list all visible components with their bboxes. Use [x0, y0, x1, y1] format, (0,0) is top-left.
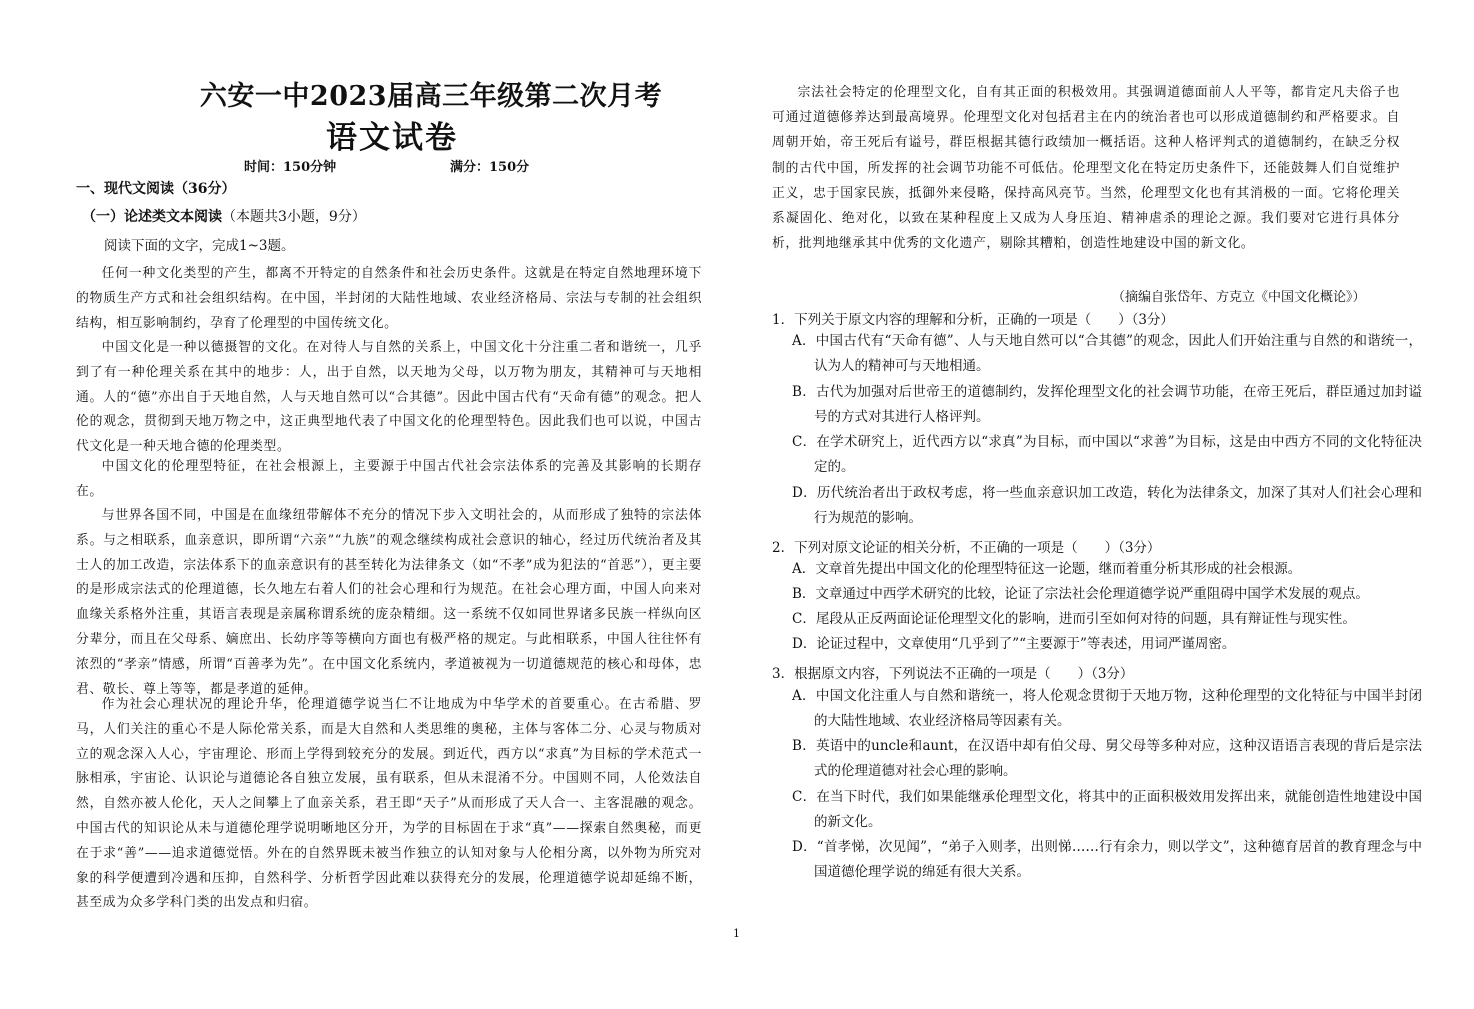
article-paragraph-5: 作为社会心理状况的理论升华，伦理道德学说当仁不让地成为中华学术的首要重心。在古希腊、罗马，人们关注的重心不是人际伦常关系，而是大自然和人类思维的奥秘，主体与客体二分、心灵与物质对立的观念深入人心，宇宙理论、形而上学得到较充分的发展。到近代，西方以“求真”为目标的学术范式一脉相承，宇宙论、认识论与道德论各自独立发展，虽有联系，但从未混淆不分。中国则不同，人伦效法自然，自然亦被人伦化，天人之间攀上了血亲关系，君王即“天子”从而形成了天人合一、主客混融的观念。中国古代的知识论从未与道德伦理学说明晰地区分开，为学的目标固在于求“真”——探索自然奥秘，而更在于求“善”——追求道德觉悟。外在的自然界既未被当作独立的认知对象与人伦相分离，以外物为所究对象的科学便遭到冷遇和压抑，自然科学、分析哲学因此难以获得充分的发展，伦理道德学说却延绵不断，甚至成为众多学科门类的出发点和归宿。 — [76, 697, 702, 911]
article-paragraph-3: 中国文化的伦理型特征，在社会根源上，主要源于中国古代社会宗法体系的完善及其影响的长期存在。 — [76, 459, 702, 499]
question-1-option-a: A．中国古代有“天命有德”、人与天地自然可以“合其德”的观念，因此人们开始注重与自然的和谐统一，认为人的精神可与天地相通。 — [792, 333, 1422, 375]
article-paragraph-6: 宗法社会特定的伦理型文化，自有其正面的积极效用。其强调道德面前人人平等，都肯定凡夫俗子也可通过道德修养达到最高境界。伦理型文化对包括君主在内的统治者也可以形成道德制约和严格要求。自周朝开始，帝王死后有谥号，群臣根据其德行政绩加一概括语。这种人格评判式的道德制约，在缺乏分权制的古代中国，所发挥的社会调节功能不可低估。伦理型文化在特定历史条件下，还能鼓舞人们自觉维护正义，忠于国家民族，抵御外来侵略，保持高风亮节。当然，伦理型文化也有其消极的一面。它将伦理关系凝固化、绝对化，以致在某种程度上又成为人身压迫、精神虐杀的理论之源。我们要对它进行具体分析，批判地继承其中优秀的文化遗产，剔除其糟粕，创造性地建设中国的新文化。 — [772, 85, 1400, 252]
question-1-option-b: B．古代为加强对后世帝王的道德制约，发挥伦理型文化的社会调节功能，在帝王死后，群臣通过加封谥号的方式对其进行人格评判。 — [792, 384, 1422, 426]
subsection-name: （一）论述类文本阅读 — [82, 209, 222, 225]
question-3-option-c: C．在当下时代，我们如果能继承伦理型文化，将其中的正面积极效用发挥出来，就能创造性地建设中国的新文化。 — [792, 789, 1422, 831]
question-1-option-d: D．历代统治者出于政权考虑，将一些血亲意识加工改造，转化为法律条文，加深了其对人们社会心理和行为规范的影响。 — [792, 485, 1422, 527]
exam-score: 满分：150分 — [450, 160, 530, 175]
question-2-option-c: C．尾段从正反两面论证伦理型文化的影响，进而引至如何对待的问题，具有辩证性与现实性。 — [792, 611, 1356, 627]
article-source: （摘编自张岱年、方克立《中国文化概论》） — [1112, 290, 1366, 305]
subsection-note: （本题共3小题，9分） — [222, 209, 366, 225]
exam-school-title: 六安一中2023届高三年级第二次月考 — [199, 81, 663, 112]
question-2-option-a: A．文章首先提出中国文化的伦理型特征这一论题，继而着重分析其形成的社会根源。 — [792, 561, 1302, 577]
question-3-option-a: A．中国文化注重人与自然和谐统一，将人伦观念贯彻于天地万物，这种伦理型的文化特征与中国半封闭的大陆性地域、农业经济格局等因素有关。 — [792, 688, 1422, 730]
question-3-stem: 3．根据原文内容，下列说法不正确的一项是（ ）（3分） — [772, 666, 1134, 682]
exam-subject-title: 语文试卷 — [326, 120, 458, 156]
question-2-option-d: D．论证过程中，文章使用“几乎到了”“主要源于”等表述，用词严谨周密。 — [792, 636, 1236, 652]
section-title: 一、现代文阅读（36分） — [76, 181, 236, 197]
article-paragraph-4: 与世界各国不同，中国是在血缘纽带解体不充分的情况下步入文明社会的，从而形成了独特的宗法体系。与之相联系，血亲意识，即所谓“六亲”“九族”的观念继续构成社会意识的轴心，经过历代统治者及其士人的加工改造，宗法体系下的血亲意识有的甚至转化为法律条文（如“不孝”成为犯法的“首恶”），更主要的是形成宗法式的伦理道德，长久地左右着人们的社会心理和行为规范。在社会心理方面，中国人向来对血缘关系格外注重，其语言表现是亲属称谓系统的庞杂精细。这一系统不仅如同世界诸多民族一样纵向区分辈分，而且在父母系、嫡庶出、长幼序等等横向方面也有极严格的规定。与此相联系，中国人往往怀有浓烈的“孝亲”情感，所谓“百善孝为先”。在中国文化系统内，孝道被视为一切道德规范的核心和母体，忠君、敬长、尊上等等，都是孝道的延伸。 — [76, 508, 702, 697]
article-paragraph-1: 任何一种文化类型的产生，都离不开特定的自然条件和社会历史条件。这就是在特定自然地理环境下的物质生产方式和社会组织结构。在中国，半封闭的大陆性地域、农业经济格局、宗法与专制的社会组织结构，相互影响制约，孕育了伦理型的中国传统文化。 — [76, 266, 702, 331]
reading-instruction: 阅读下面的文字，完成1~3题。 — [104, 238, 295, 254]
question-3-option-b: B．英语中的uncle和aunt，在汉语中却有伯父母、舅父母等多种对应，这种汉语语言表现的背后是宗法式的伦理道德对社会心理的影响。 — [792, 738, 1422, 780]
article-paragraph-2: 中国文化是一种以德摄智的文化。在对待人与自然的关系上，中国文化十分注重二者和谐统一，几乎到了有一种伦理关系在其中的地步：人，出于自然，以天地为父母，以万物为朋友，其精神可与天地相通。人的“德”亦出自于天地自然，人与天地自然可以“合其德”。因此中国古代有“天命有德”的观念。把人伦的观念，贯彻到天地万物之中，这正典型地代表了中国文化的伦理型特色。因此我们也可以说，中国古代文化是一种天地合德的伦理类型。 — [76, 340, 702, 455]
exam-time: 时间：150分钟 — [244, 160, 337, 175]
subsection-title — [82, 206, 366, 226]
question-1-option-c: C．在学术研究上，近代西方以“求真”为目标，而中国以“求善”为目标，这是由中西方不同的文化特征决定的。 — [792, 434, 1422, 476]
question-2-stem: 2．下列对原文论证的相关分析，不正确的一项是（ ）（3分） — [772, 540, 1161, 556]
question-1-stem: 1．下列关于原文内容的理解和分析，正确的一项是（ ）（3分） — [772, 312, 1174, 328]
page-number: 1 — [733, 927, 740, 940]
question-2-option-b: B．文章通过中西学术研究的比较，论证了宗法社会伦理道德学说严重阻碍中国学术发展的观点。 — [792, 586, 1369, 602]
question-3-option-d: D．“首孝悌，次见闻”，“弟子入则孝，出则悌……行有余力，则以学文”，这种德育居首的教育理念与中国道德伦理学说的绵延有很大关系。 — [792, 839, 1422, 881]
